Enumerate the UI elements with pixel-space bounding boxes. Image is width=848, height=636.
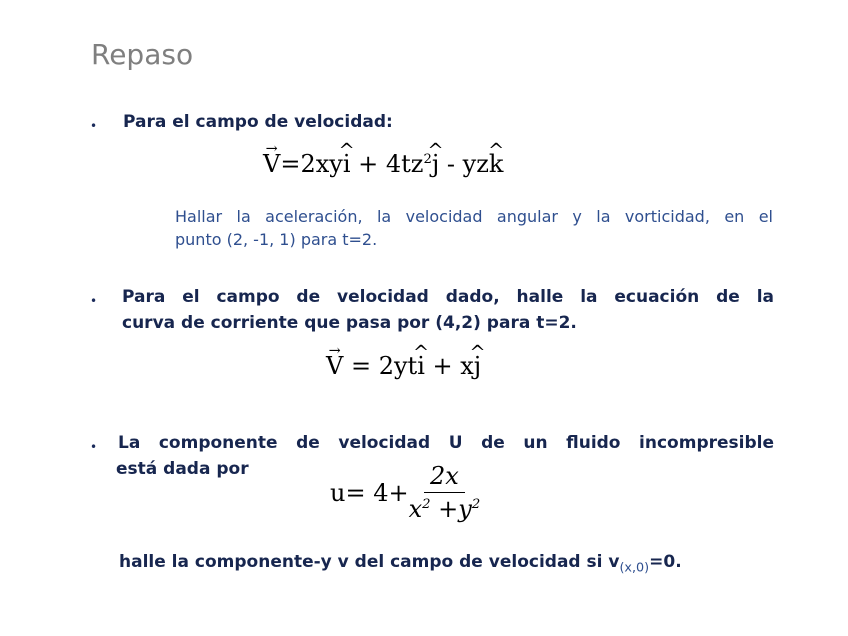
vector-v: → V xyxy=(263,150,280,178)
item2-line2: curva de corriente que pasa por (4,2) para t=2. xyxy=(122,313,577,333)
fraction xyxy=(409,462,481,523)
equation-2: → V = 2yt^ i + x^ j xyxy=(326,352,481,380)
item2-line1: Para el campo de velocidad dado, halle la ecuación de la xyxy=(122,287,774,307)
item3-line1: La componente de velocidad U de un fluido incompresible xyxy=(118,433,774,453)
unit-j: ^ j xyxy=(432,150,439,178)
unit-i: ^ i xyxy=(343,150,351,178)
item1-task-line2: punto (2, -1, 1) para t=2. xyxy=(175,230,378,249)
unit-j: ^ j xyxy=(474,352,481,380)
unit-i: ^ i xyxy=(417,352,425,380)
bullet-2: • xyxy=(90,294,98,308)
fraction-denominator: $x^2 +y^2$ xyxy=(408,495,481,523)
bullet-3: • xyxy=(90,440,98,454)
item1-task-line1: Hallar la aceleración, la velocidad angular y la vorticidad, en el xyxy=(175,207,773,226)
fraction-numerator: 2x xyxy=(424,462,465,493)
item3-line2: está dada por xyxy=(116,459,249,479)
equation-3-lhs: u= 4+ xyxy=(330,478,409,507)
equation-1: → V=2xy^ $i + 4tz^2\^{}$ j - yz^ k xyxy=(263,150,503,178)
slide-title: Repaso xyxy=(91,38,194,71)
equation-3 xyxy=(330,462,480,523)
vector-v: → V xyxy=(326,352,343,380)
unit-k: ^ k xyxy=(489,150,504,178)
item3-final: halle la componente-y v del campo de velocidad si $v_{(x,0)}=0$. xyxy=(119,552,682,576)
item1-heading: Para el campo de velocidad: xyxy=(123,112,393,132)
bullet-1: • xyxy=(90,119,98,133)
